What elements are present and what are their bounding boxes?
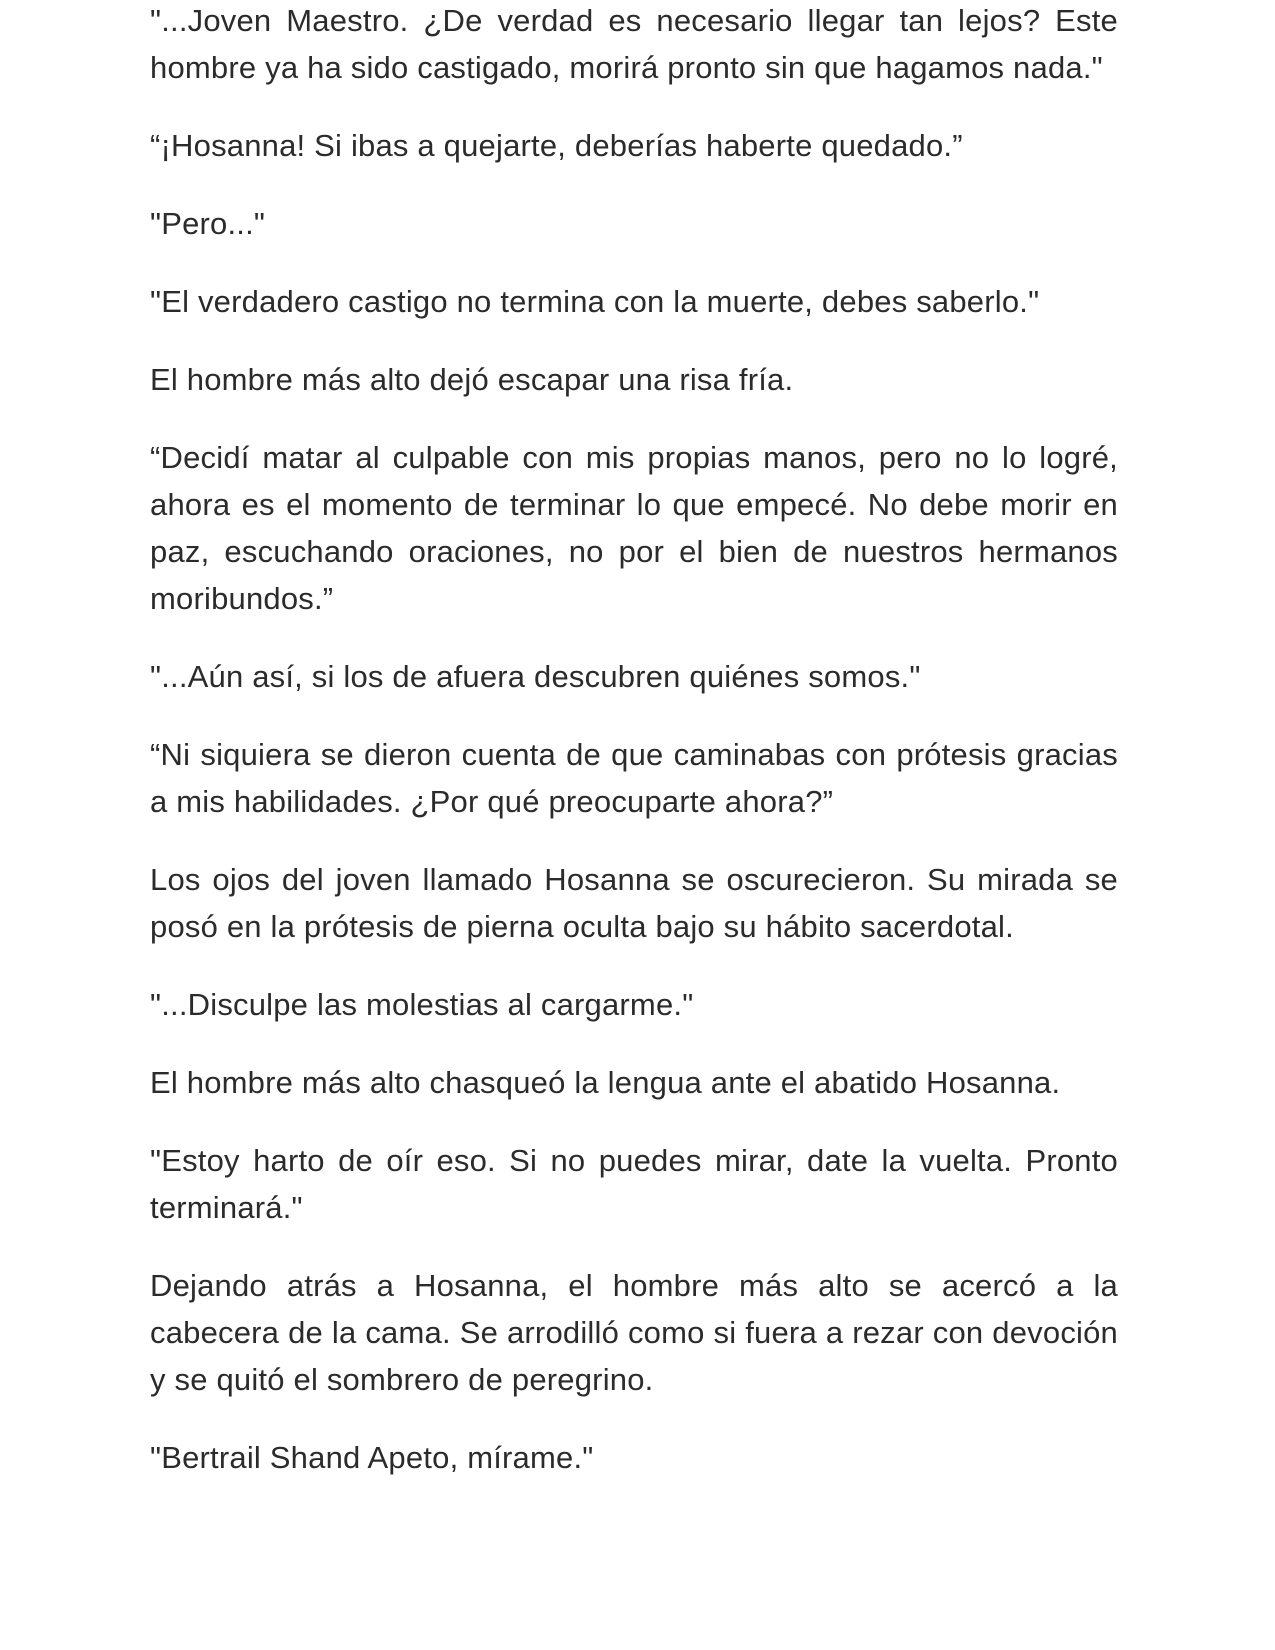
paragraph: El hombre más alto dejó escapar una risa fría. [150,362,794,397]
paragraph: "El verdadero castigo no termina con la muerte, debes saberlo." [150,284,1040,319]
paragraph: El hombre más alto chasqueó la lengua ante el abatido Hosanna. [150,1065,1061,1100]
paragraph: "...Disculpe las molestias al cargarme." [150,987,694,1022]
paragraph: "...Aún así, si los de afuera descubren quiénes somos." [150,659,921,694]
paragraph: “¡Hosanna! Si ibas a quejarte, deberías haberte quedado.” [150,128,963,163]
document-body [150,0,1118,1512]
paragraph: "Estoy harto de oír eso. Si no puedes mirar, date la vuelta. Pronto terminará." [150,1143,1118,1225]
paragraph: “Decidí matar al culpable con mis propias manos, pero no lo logré, ahora es el momento de terminar lo que empecé. No debe morir en paz, escuchando oraciones, no por el bien de nuestros hermanos moribundos.” [150,440,1118,616]
paragraph: “Ni siquiera se dieron cuenta de que caminabas con prótesis gracias a mis habilidades. ¿Por qué preocuparte ahora?” [150,737,1118,819]
paragraph: "Pero..." [150,206,266,241]
paragraph: Dejando atrás a Hosanna, el hombre más alto se acercó a la cabecera de la cama. Se arrodilló como si fuera a rezar con devoción y se quitó el sombrero de peregrino. [150,1268,1118,1397]
paragraph: Los ojos del joven llamado Hosanna se oscurecieron. Su mirada se posó en la prótesis de pierna oculta bajo su hábito sacerdotal. [150,862,1118,944]
paragraph: "...Joven Maestro. ¿De verdad es necesario llegar tan lejos? Este hombre ya ha sido castigado, morirá pronto sin que hagamos nada." [150,3,1118,85]
paragraph: "Bertrail Shand Apeto, mírame." [150,1440,594,1475]
